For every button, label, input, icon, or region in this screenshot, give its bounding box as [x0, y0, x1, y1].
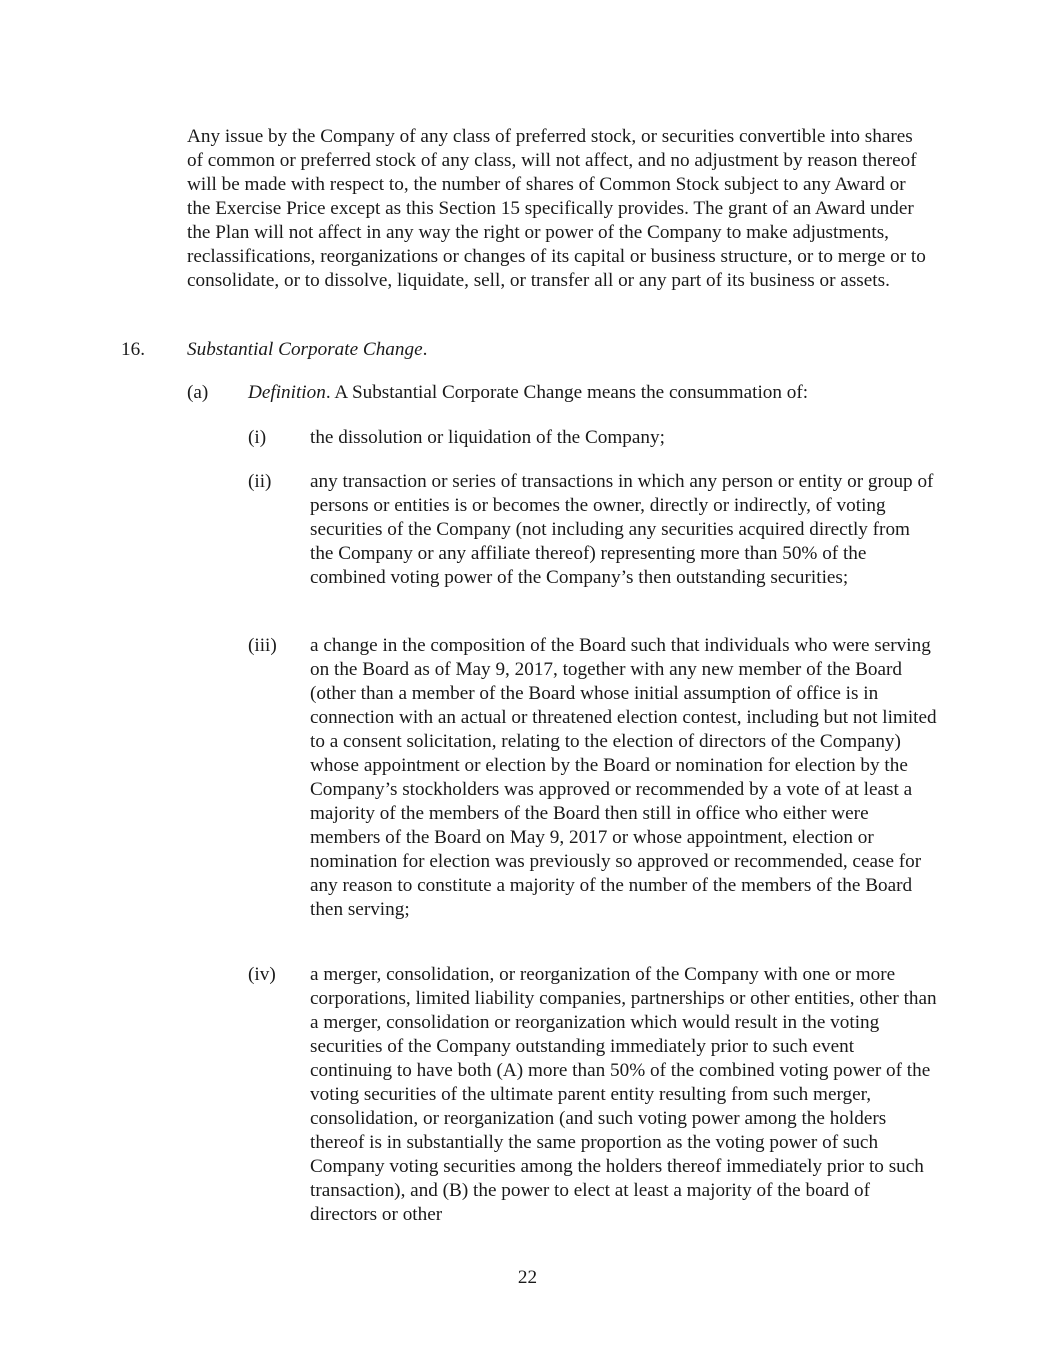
- intro-paragraph: Any issue by the Company of any class of preferred stock, or securities convertible into shares of common or preferred stock of any class, will not affect, and no adjustment by reason thereof will be made with respect to, the number of shares of Common Stock subject to any Award or the Exercise Price except as this Section 15 specifically provides. The grant of an Award under the Plan will not affect in any way the right or power of the Company to make adjustments, reclassifications, reorganizations or changes of its capital or business structure, or to merge or to consolidate, or to dissolve, liquidate, sell, or transfer all or any part of its business or assets.: [187, 126, 926, 291]
- clause-i-text: the dissolution or liquidation of the Company;: [310, 427, 665, 448]
- clause-i-label: (i): [248, 427, 267, 448]
- section-heading: [187, 338, 427, 362]
- section-title-suffix: .: [422, 339, 428, 360]
- clause-iii-label: (iii): [248, 635, 277, 656]
- subsection-a-heading: Definition: [248, 382, 326, 403]
- clause-iii-text: a change in the composition of the Board such that individuals who were serving on the Board as of May 9, 2017, together with any new member of the Board (other than a member of the Board whose initial assumption of office is in connection with an actual or threatened election contest, including but not limited to a consent solicitation, relating to the election of directors of the Company) whose appointment or election by the Board or nomination for election by the Company’s stockholders was approved or recommended by a vote of at least a majority of the members of the Board then still in office who either were members of the Board on May 9, 2017 or whose appointment, election or nomination for election was previously so approved or recommended, cease for any reason to constitute a majority of the number of the members of the Board then serving;: [310, 635, 937, 920]
- subsection-a-definition: [248, 381, 938, 405]
- clause-ii-label: (ii): [248, 471, 272, 492]
- clause-ii-text: any transaction or series of transactions in which any person or entity or group of persons or entities is or becomes the owner, directly or indirectly, of voting securities of the Company (not including any securities acquired directly from the Company or any affiliate thereof) representing more than 50% of the combined voting power of the Company’s then outstanding securities;: [310, 471, 934, 588]
- clause-iv-label: (iv): [248, 964, 276, 985]
- subsection-a-text: . A Substantial Corporate Change means the consummation of:: [325, 382, 809, 403]
- subsection-a-label: (a): [187, 382, 209, 403]
- section-number: 16.: [121, 339, 145, 360]
- page-number: 22: [517, 1267, 538, 1288]
- section-title: Substantial Corporate Change: [187, 339, 423, 360]
- clause-iv-text: a merger, consolidation, or reorganization of the Company with one or more corporations, limited liability companies, partnerships or other entities, other than a merger, consolidation or reorganization which would result in the voting securities of the Company outstanding immediately prior to such event continuing to have both (A) more than 50% of the combined voting power of the voting securities of the ultimate parent entity resulting from such merger, consolidation, or reorganization (and such voting power among the holders thereof is in substantially the same proportion as the voting power of such Company voting securities among the holders thereof immediately prior to such transaction), and (B) the power to elect at least a majority of the board of directors or other: [310, 964, 937, 1225]
